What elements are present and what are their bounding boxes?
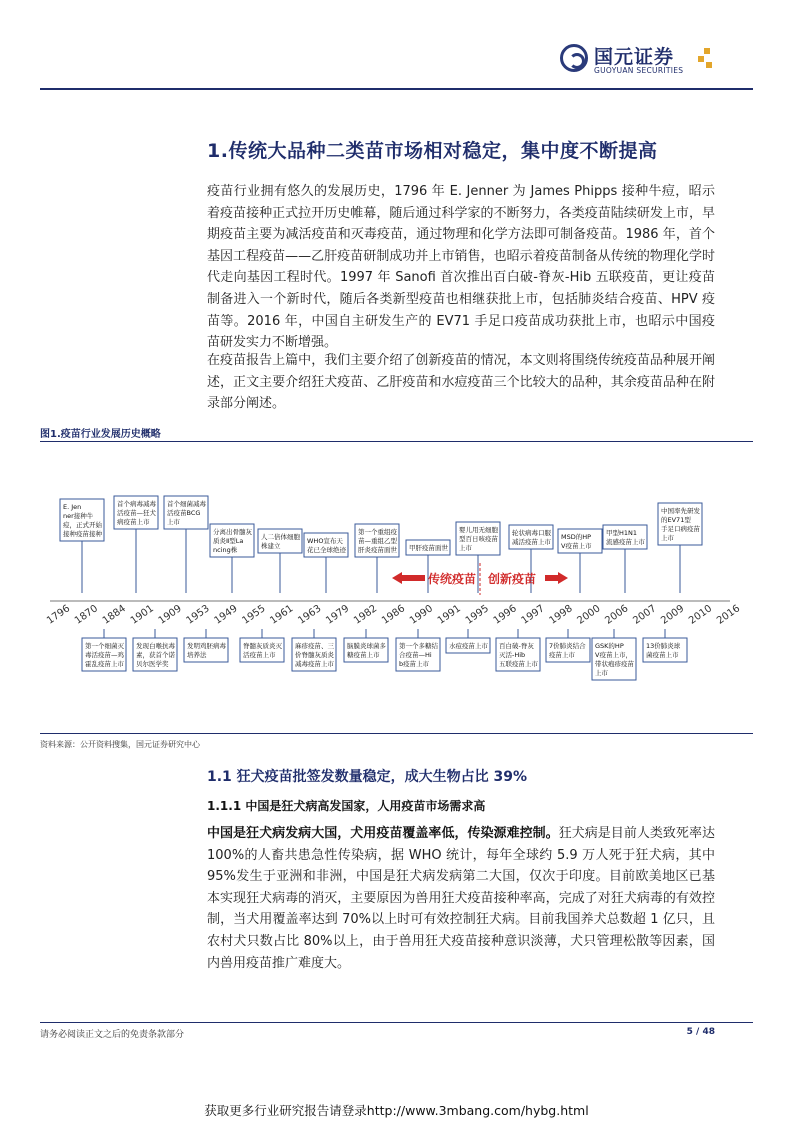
event-text: 发现白喉抗毒 <box>136 642 175 650</box>
event-text: 上市 <box>167 518 180 526</box>
event-text: 13价肺炎球 <box>646 642 681 650</box>
event-text: 减活疫苗上市 <box>512 538 551 546</box>
event-text: E. Jen <box>63 503 82 511</box>
year-label: 1909 <box>156 603 184 627</box>
logo-text-cn: 国元证券 <box>594 46 675 68</box>
event-text: 脑膜炎球菌多 <box>347 642 386 650</box>
event-text: 肝炎疫苗面世 <box>358 546 397 554</box>
logo-text-en: GUOYUAN SECURITIES <box>594 66 684 75</box>
event-text: 活疫苗—狂犬 <box>117 509 156 517</box>
year-label: 1986 <box>379 603 408 627</box>
sub-subsection-heading: 1.1.1 中国是狂犬病高发国家，人用疫苗市场需求高 <box>207 799 486 813</box>
footer-rule <box>40 1022 753 1023</box>
event-text: 花已全球绝迹 <box>307 546 346 554</box>
vaccine-history-timeline <box>40 445 753 731</box>
event-text: 素，获首个诺 <box>136 651 175 659</box>
event-text: 合疫苗—Hi <box>399 651 432 659</box>
event-text: 减毒疫苗上市 <box>295 660 334 668</box>
year-label: 1982 <box>352 603 380 627</box>
event-text: 培养法 <box>187 651 207 659</box>
rabies-body: 狂犬病是目前人类致死率达 100%的人畜共患急性传染病，据 WHO 统计，每年全球约 5.9 万人死于狂犬病，其中 95%发生于亚洲和非洲，中国是狂犬病发病第二大国，仅次于印度。目前欧美地区已基本实现狂犬病毒的消灭，主要原因为兽用狂犬疫苗接种率高，完成了对狂犬病毒的有效控制，当犬用覆盖率达到 70%以上时可有效控制狂犬病。目前我国养犬总数超 1 亿只，且农村犬只数占比 80%以上，由于兽用狂犬疫苗接种意识淡薄，犬只管理松散等因素，国内兽用疫苗推广难度大。 <box>207 826 715 971</box>
section-title: 1.传统大品种二类苗市场相对稳定，集中度不断提高 <box>207 140 658 162</box>
event-text: 百白破-脊灰 <box>499 642 534 650</box>
figure-title: 图1.疫苗行业发展历史概略 <box>40 429 161 440</box>
event-text: 糖疫苗上市 <box>347 651 380 659</box>
event-text: 的EV71型 <box>661 516 691 524</box>
page-number: 5 / 48 <box>686 1027 715 1037</box>
figure-top-rule <box>40 441 753 442</box>
year-label: 1796 <box>44 603 73 627</box>
event-text: 上市 <box>661 534 674 542</box>
event-text: 中国率先研发 <box>661 507 700 515</box>
header-rule <box>40 88 753 90</box>
event-text: 第一个重组疫 <box>358 528 397 536</box>
innovative-arrow-icon <box>545 572 568 584</box>
event-text: 上市 <box>459 544 472 552</box>
event-text: WHO宣布天 <box>307 537 343 545</box>
event-text: 第一个多糖结 <box>399 642 438 650</box>
event-text: b疫苗上市 <box>399 660 430 668</box>
event-text: 婴儿用无细胞 <box>459 526 498 534</box>
year-label: 2009 <box>659 603 687 627</box>
event-text: 发明鸡胚病毒 <box>187 642 226 650</box>
figure-bottom-rule <box>40 733 753 734</box>
event-text: 脊髓灰质炎灭 <box>243 642 282 650</box>
event-text: 活疫苗BCG <box>167 509 201 517</box>
event-text: 株建立 <box>261 542 281 550</box>
event-text: 接种疫苗接种 <box>63 530 102 538</box>
event-text: 轮状病毒口服 <box>512 529 551 537</box>
year-label: 2000 <box>575 603 603 627</box>
event-text: 首个病毒减毒 <box>117 500 156 508</box>
year-label: 1995 <box>463 603 491 627</box>
event-text: 灭活-Hib <box>499 651 526 659</box>
event-text: 活疫苗上市 <box>243 651 276 659</box>
event-text: 甲肝疫苗面世 <box>409 544 448 552</box>
rabies-paragraph <box>207 823 715 974</box>
year-label: 1884 <box>100 603 128 627</box>
event-text: 带状疱疹疫苗 <box>595 660 634 668</box>
intro-paragraph: 疫苗行业拥有悠久的发展历史，1796 年 E. Jenner 为 James Phipps 接种牛痘，昭示着疫苗接种正式拉开历史帷幕，随后通过科学家的不断努力，各类疫苗陆续研发上市，早期疫苗主要为减活疫苗和灭毒疫苗，通过物理和化学方法即可制备疫苗。1986 年，首个基因工程疫苗——乙肝疫苗研制成功并上市销售，也昭示着疫苗制备从传统的物理化学时代走向基因工程时代。1997 年 Sanofi 首次推出百白破-脊灰-Hib 五联疫苗，更让疫苗制备进入一个新时代，随后各类新型疫苗也相继获批上市，包括肺炎结合疫苗、HPV 疫苗等。2016 年，中国自主研发生产的 EV71 手足口疫苗成功获批上市，也昭示中国疫苗研发实力不断增强。 <box>207 184 715 351</box>
year-label: 1961 <box>268 603 296 627</box>
event-text: 型百日咳疫苗 <box>459 535 498 543</box>
traditional-arrow-icon <box>392 572 425 584</box>
subsection-heading: 1.1 狂犬疫苗批签发数量稳定，成大生物占比 39% <box>207 769 528 785</box>
event-text: 五联疫苗上市 <box>499 660 538 668</box>
event-text: 甲型H1N1 <box>606 529 638 537</box>
figure-source: 资料来源：公开资料搜集，国元证券研究中心 <box>40 740 200 749</box>
year-label: 2007 <box>631 603 659 627</box>
year-label: 1990 <box>407 603 436 627</box>
event-text: 水痘疫苗上市 <box>449 642 488 650</box>
innovative-vaccine-label: 创新疫苗 <box>488 572 537 586</box>
traditional-vaccine-label: 传统疫苗 <box>428 572 477 586</box>
event-text: 毒活疫苗—鸡 <box>85 651 124 659</box>
year-label: 1997 <box>519 603 547 627</box>
event-text: 首个细菌减毒 <box>167 500 206 508</box>
event-text: V疫苗上市 <box>561 542 592 550</box>
event-text: 麻疹疫苗、三 <box>295 642 334 650</box>
rabies-lead-sentence: 中国是狂犬病发病大国，犬用疫苗覆盖率低，传染源难控制。 <box>207 826 559 841</box>
year-label: 1998 <box>547 603 575 627</box>
year-label: 2010 <box>687 603 715 627</box>
scope-paragraph: 在疫苗报告上篇中，我们主要介绍了创新疫苗的情况，本文则将围绕传统疫苗品种展开阐述，正文主要介绍狂犬疫苗、乙肝疫苗和水痘疫苗三个比较大的品种，其余疫苗品种在附录部分阐述。 <box>207 353 715 412</box>
footer-disclaimer: 请务必阅读正文之后的免责条款部分 <box>40 1030 185 1040</box>
event-text: 价脊髓灰质炎 <box>295 651 334 659</box>
download-banner[interactable]: 获取更多行业研究报告请登录http://www.3mbang.com/hybg.html <box>204 1103 589 1118</box>
event-text: 霍乱疫苗上市 <box>85 660 124 668</box>
event-text: 分离出骨髓灰 <box>213 528 252 536</box>
event-text: 疫苗上市 <box>549 651 575 659</box>
event-text: ncing株 <box>213 546 238 554</box>
event-text: 第一个细菌灭 <box>85 642 124 650</box>
event-text: 流感疫苗上市 <box>606 538 645 546</box>
event-text: GSK的HP <box>595 642 624 650</box>
event-text: MSD的HP <box>561 533 592 541</box>
year-label: 1996 <box>491 603 519 627</box>
event-text: 上市 <box>595 669 608 677</box>
year-label: 1901 <box>128 603 156 627</box>
year-label: 2006 <box>603 603 631 627</box>
year-label: 1963 <box>296 603 324 627</box>
event-text: 人二倍体细胞 <box>261 533 300 541</box>
event-text: 贝尔医学奖 <box>136 660 169 668</box>
event-text: 质炎Ⅱ型La <box>213 537 244 545</box>
year-label: 1955 <box>240 603 268 627</box>
year-label: 1949 <box>212 603 240 627</box>
year-label: 1991 <box>435 603 463 627</box>
company-logo <box>560 42 710 80</box>
year-label: 1979 <box>324 603 352 627</box>
event-text: 7价肺炎结合 <box>549 642 586 650</box>
logo-emblem-icon <box>560 44 588 72</box>
year-label: 1953 <box>184 603 212 627</box>
event-text: 痘，正式开始 <box>63 521 102 529</box>
event-text: 苗—重组乙型 <box>358 537 397 545</box>
event-text: 菌疫苗上市 <box>646 651 679 659</box>
logo-decoration-icon <box>698 48 712 70</box>
event-text: 病疫苗上市 <box>117 518 150 526</box>
event-text: ner接种牛 <box>63 512 94 520</box>
event-text: V疫苗上市， <box>595 651 632 659</box>
event-text: 手足口病疫苗 <box>661 525 700 533</box>
year-label: 1870 <box>72 603 101 627</box>
year-label: 2016 <box>714 603 743 627</box>
